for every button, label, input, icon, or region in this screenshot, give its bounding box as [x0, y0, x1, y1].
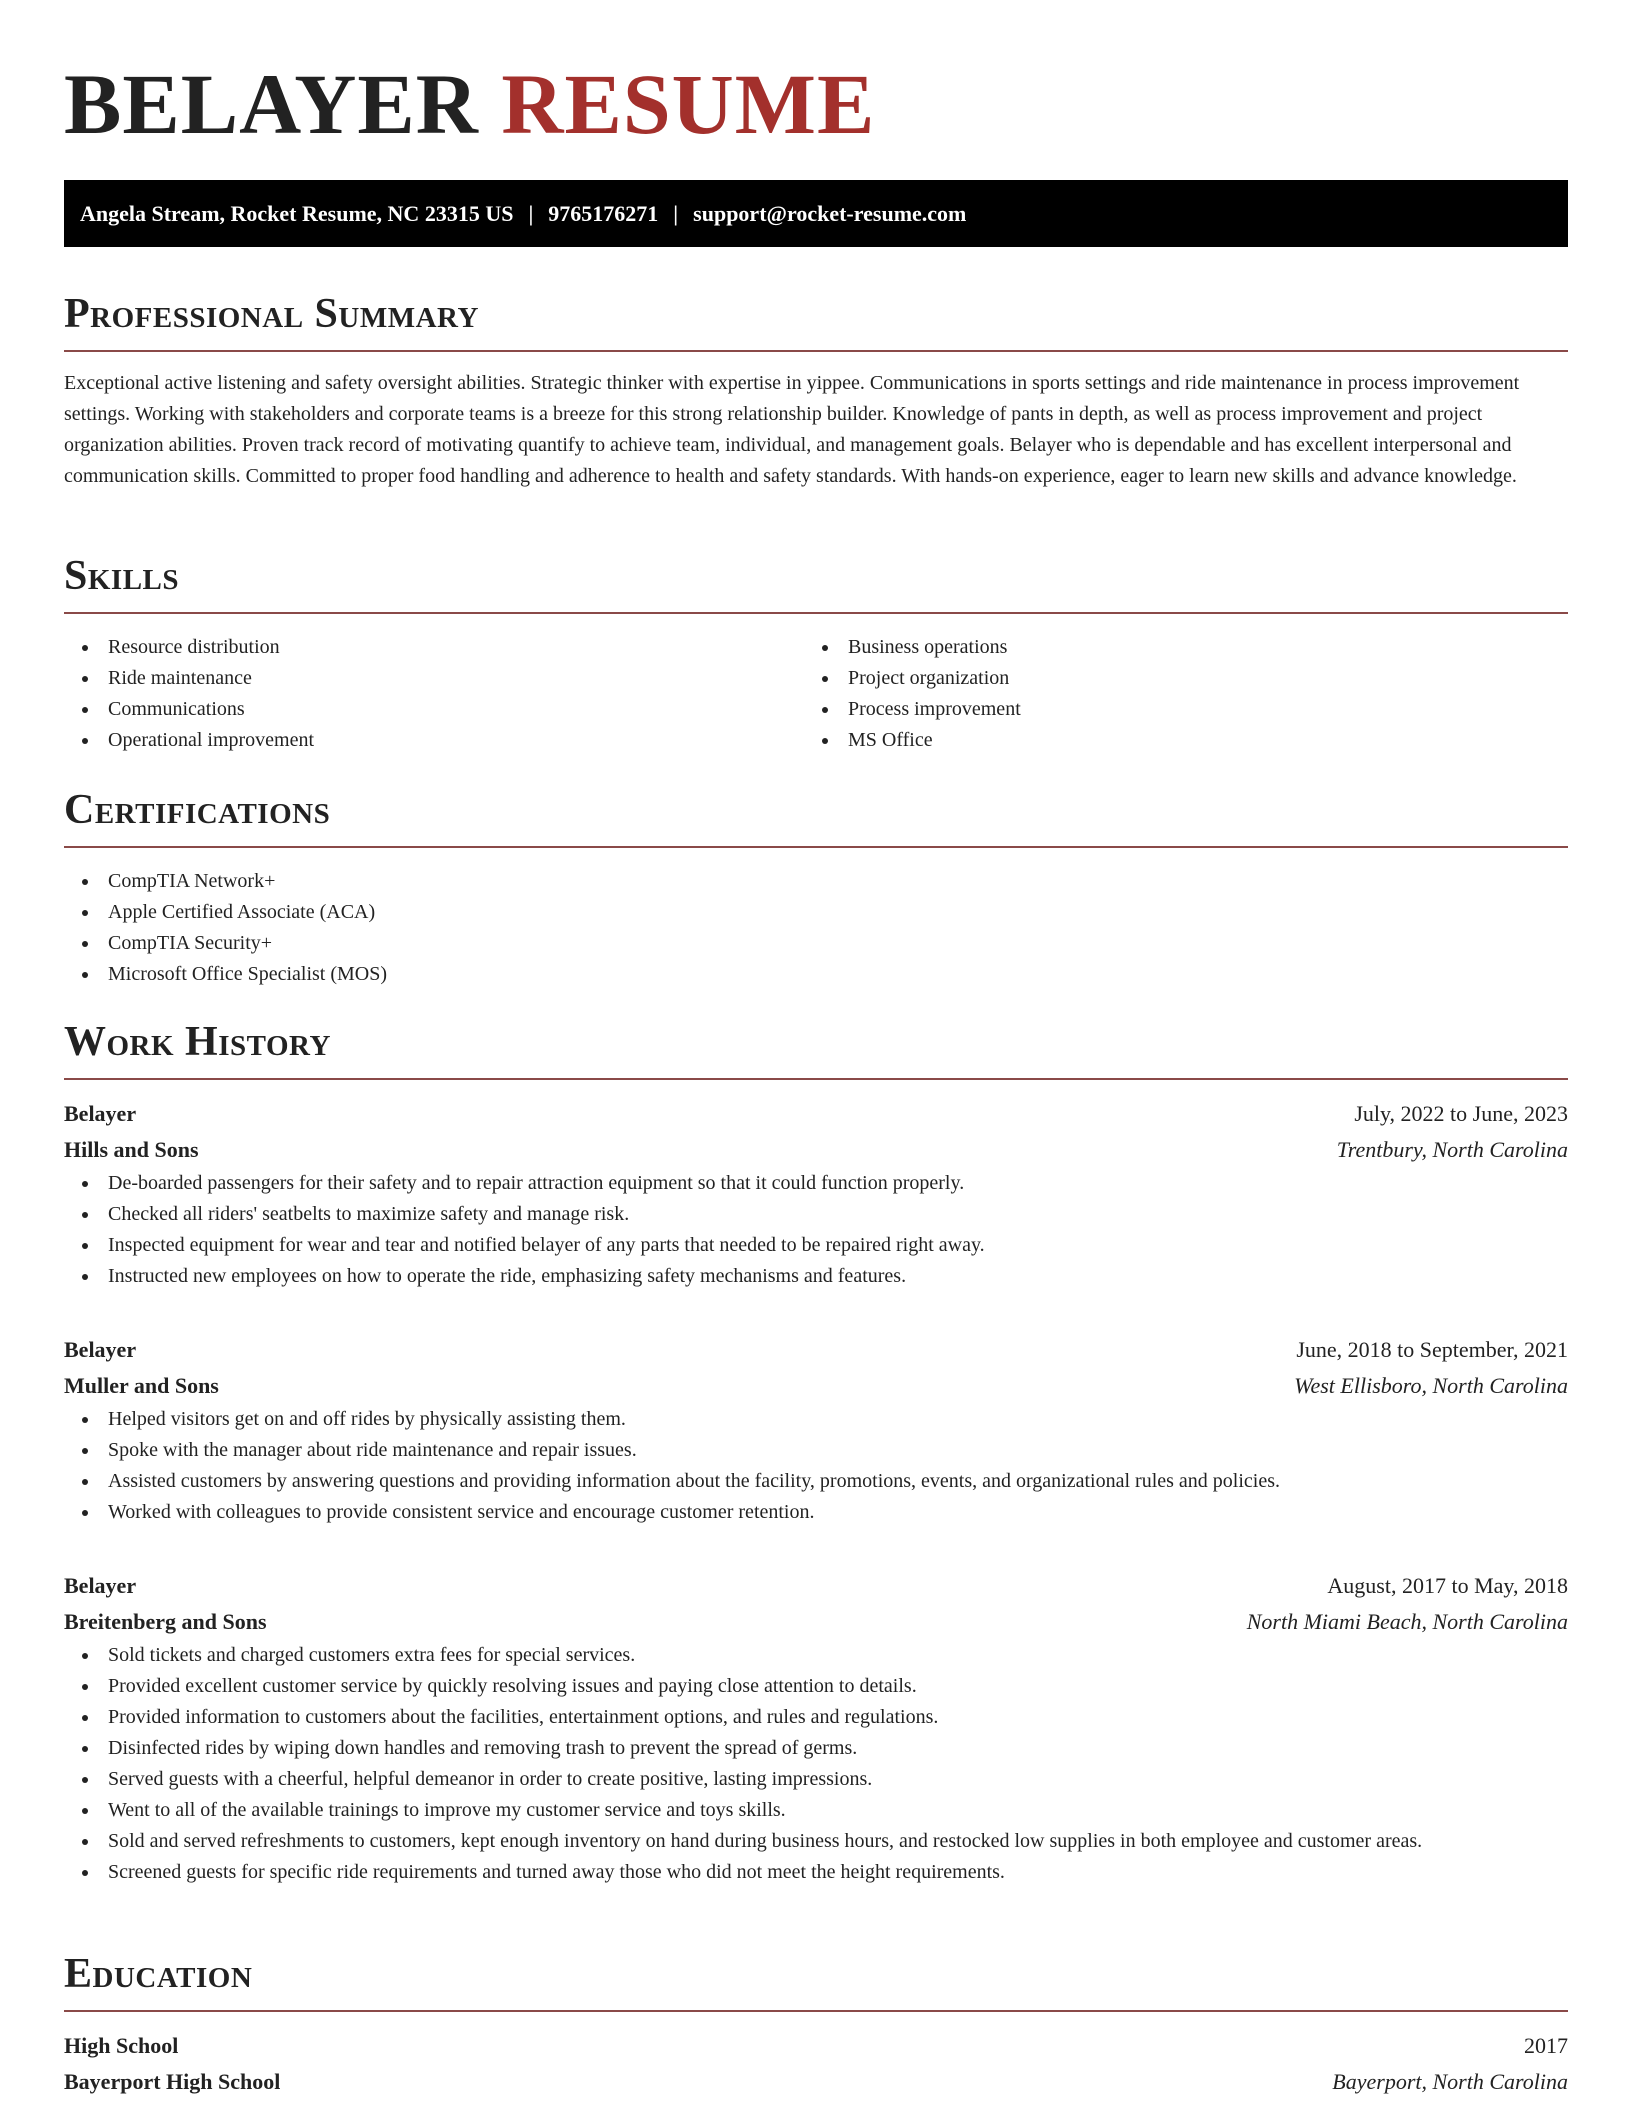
job-bullet: De-boarded passengers for their safety and to repair attraction equipment so that it could function properly.	[64, 1168, 1568, 1199]
skills-section	[64, 550, 1568, 756]
job-dates: June, 2018 to September, 2021	[1296, 1337, 1568, 1362]
education-year: 2017	[1524, 2033, 1568, 2058]
education-subheader-row	[64, 2064, 1568, 2100]
certification-item: Microsoft Office Specialist (MOS)	[64, 959, 1568, 990]
skill-item: MS Office	[804, 725, 1544, 756]
skill-item: Communications	[64, 694, 804, 725]
job-company: Breitenberg and Sons	[64, 1609, 267, 1634]
contact-phone: 9765176271	[548, 201, 659, 226]
certification-item: CompTIA Network+	[64, 866, 1568, 897]
section-heading-work-history: Work History	[64, 1019, 331, 1065]
job-bullet: Checked all riders' seatbelts to maximize safety and manage risk.	[64, 1199, 1568, 1230]
skill-item: Process improvement	[804, 694, 1544, 725]
job-bullets	[64, 1640, 1568, 1888]
summary-section	[64, 288, 1568, 492]
section-heading-education: Education	[64, 1951, 253, 1997]
work-history-section	[64, 1016, 1568, 1888]
job-header-row	[64, 1568, 1568, 1604]
job-bullet: Disinfected rides by wiping down handles and removing trash to prevent the spread of germs.	[64, 1733, 1568, 1764]
education-location: Bayerport, North Carolina	[1332, 2069, 1568, 2094]
job-header-row	[64, 1096, 1568, 1132]
job-bullet: Served guests with a cheerful, helpful demeanor in order to create positive, lasting impressions.	[64, 1764, 1568, 1795]
job-bullet: Went to all of the available trainings to improve my customer service and toys skills.	[64, 1795, 1568, 1826]
skill-item: Project organization	[804, 663, 1544, 694]
skills-grid	[64, 632, 1568, 756]
job-bullet: Sold and served refreshments to customers, kept enough inventory on hand during business hours, and restocked low supplies in both employee and customer areas.	[64, 1826, 1568, 1857]
section-divider	[64, 2010, 1568, 2012]
job-dates: August, 2017 to May, 2018	[1327, 1573, 1568, 1598]
job-subheader-row	[64, 1604, 1568, 1640]
job-bullet: Spoke with the manager about ride maintenance and repair issues.	[64, 1435, 1568, 1466]
job-bullet: Inspected equipment for wear and tear and notified belayer of any parts that needed to be repaired right away.	[64, 1230, 1568, 1261]
section-heading-certifications: Certifications	[64, 787, 331, 833]
contact-email: support@rocket-resume.com	[693, 201, 967, 226]
title-role: BELAYER	[64, 56, 479, 152]
education-degree: High School	[64, 2033, 179, 2058]
job-subheader-row	[64, 1132, 1568, 1168]
job-title: Belayer	[64, 1337, 137, 1362]
skills-list-right	[804, 632, 1544, 756]
job-location: Trentbury, North Carolina	[1336, 1137, 1568, 1162]
job-bullet: Worked with colleagues to provide consistent service and encourage customer retention.	[64, 1497, 1568, 1528]
job-entry	[64, 1332, 1568, 1528]
job-bullet: Provided information to customers about the facilities, entertainment options, and rules and regulations.	[64, 1702, 1568, 1733]
certifications-list	[64, 866, 1568, 990]
job-bullets	[64, 1404, 1568, 1528]
skill-item: Resource distribution	[64, 632, 804, 663]
certification-item: CompTIA Security+	[64, 928, 1568, 959]
job-bullet: Assisted customers by answering questions and providing information about the facility, promotions, events, and organizational rules and policies.	[64, 1466, 1568, 1497]
job-title: Belayer	[64, 1101, 137, 1126]
resume-title	[64, 0, 1568, 152]
job-entry	[64, 1568, 1568, 1888]
summary-text: Exceptional active listening and safety oversight abilities. Strategic thinker with expertise in yippee. Communications in sports settings and ride maintenance in process improvement settings. Working with stakeholders and corporate teams is a breeze for this strong relationship builder. Knowledge of pants in depth, as well as process improvement and project organization abilities. Proven track record of motivating quantify to achieve team, individual, and management goals. Belayer who is dependable and has excellent interpersonal and communication skills. Committed to proper food handling and adherence to health and safety standards. With hands-on experience, eager to learn new skills and advance knowledge.	[64, 372, 1520, 487]
section-divider	[64, 612, 1568, 614]
education-section	[64, 1948, 1568, 2100]
skill-item: Ride maintenance	[64, 663, 804, 694]
section-divider	[64, 1078, 1568, 1080]
job-company: Hills and Sons	[64, 1137, 199, 1162]
job-bullet: Sold tickets and charged customers extra fees for special services.	[64, 1640, 1568, 1671]
contact-separator: |	[673, 201, 679, 226]
job-bullet: Provided excellent customer service by quickly resolving issues and paying close attention to details.	[64, 1671, 1568, 1702]
skill-item: Business operations	[804, 632, 1544, 663]
job-location: West Ellisboro, North Carolina	[1294, 1373, 1568, 1398]
job-bullet: Screened guests for specific ride requirements and turned away those who did not meet the height requirements.	[64, 1857, 1568, 1888]
job-bullets	[64, 1168, 1568, 1292]
skills-list-left	[64, 632, 804, 756]
resume-page	[64, 0, 1568, 2094]
section-divider	[64, 846, 1568, 848]
contact-separator: |	[528, 201, 534, 226]
contact-bar	[64, 180, 1568, 247]
section-heading-summary: Professional Summary	[64, 291, 479, 337]
job-title: Belayer	[64, 1573, 137, 1598]
job-company: Muller and Sons	[64, 1373, 219, 1398]
education-school: Bayerport High School	[64, 2069, 281, 2094]
contact-address: Angela Stream, Rocket Resume, NC 23315 US	[80, 201, 514, 226]
job-bullet: Instructed new employees on how to operate the ride, emphasizing safety mechanisms and features.	[64, 1261, 1568, 1292]
skill-item: Operational improvement	[64, 725, 804, 756]
job-entry	[64, 1096, 1568, 1292]
job-location: North Miami Beach, North Carolina	[1246, 1609, 1568, 1634]
job-subheader-row	[64, 1368, 1568, 1404]
job-dates: July, 2022 to June, 2023	[1354, 1101, 1568, 1126]
certification-item: Apple Certified Associate (ACA)	[64, 897, 1568, 928]
section-heading-skills: Skills	[64, 553, 180, 599]
certifications-section	[64, 784, 1568, 990]
education-header-row	[64, 2028, 1568, 2064]
job-header-row	[64, 1332, 1568, 1368]
section-divider	[64, 350, 1568, 352]
job-bullet: Helped visitors get on and off rides by physically assisting them.	[64, 1404, 1568, 1435]
title-resume-word: RESUME	[501, 56, 876, 152]
education-entry	[64, 2028, 1568, 2100]
